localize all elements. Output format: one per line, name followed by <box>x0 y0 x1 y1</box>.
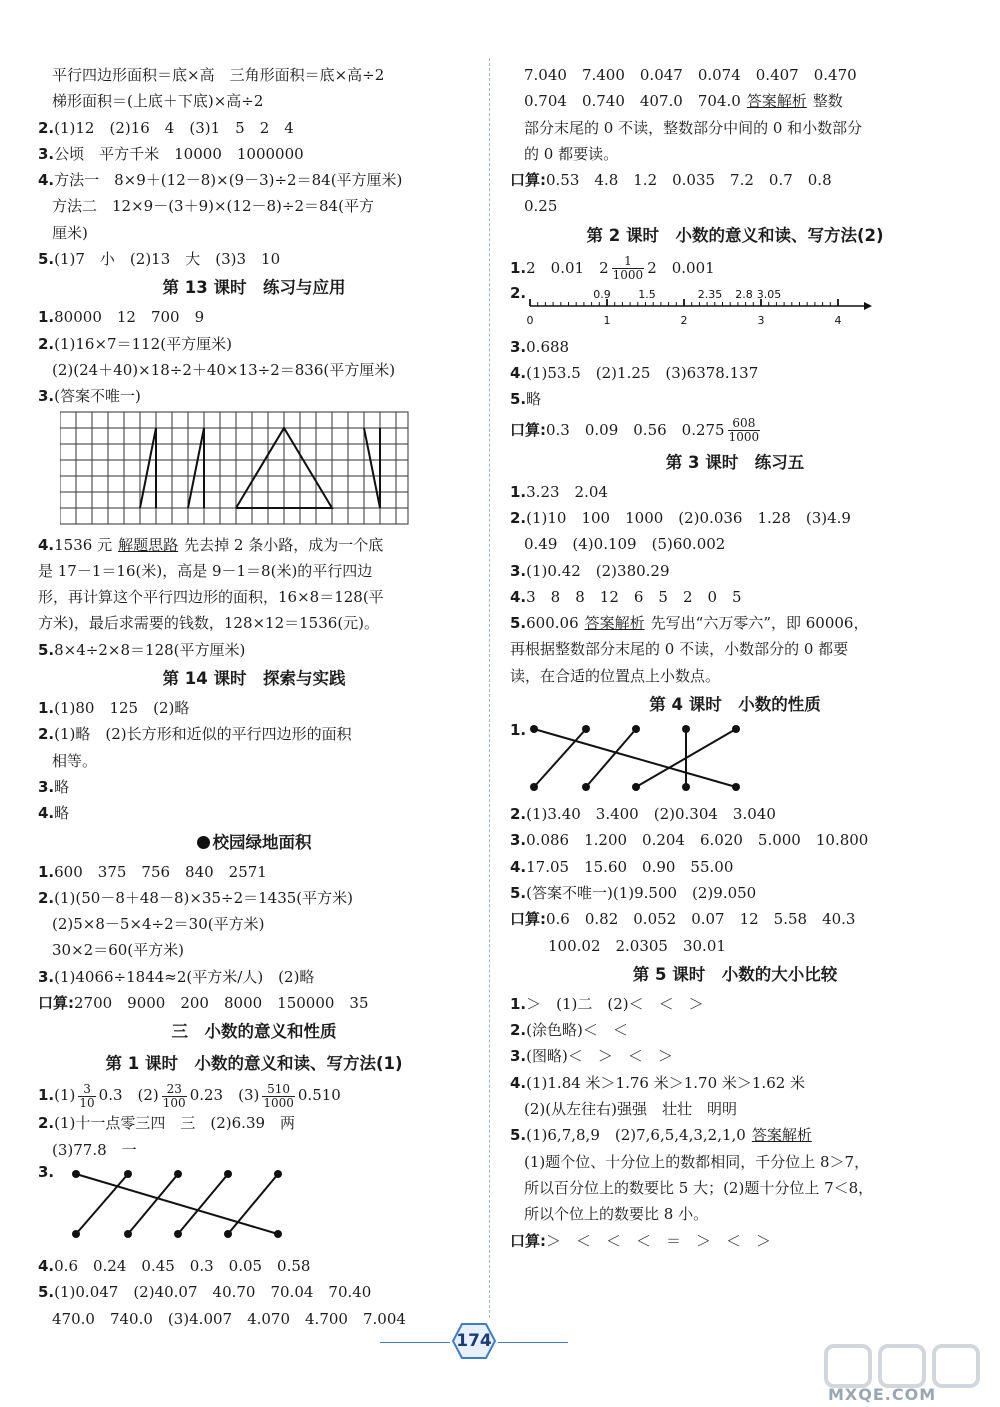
left-column <box>38 62 470 1332</box>
answer-item: 3.(答案不唯一) <box>38 387 141 406</box>
answer-item: 1.(1)80 125 (2)略 <box>38 699 190 718</box>
answer-item: 3.(图略)＜ ＞ ＜ ＞ <box>510 1047 673 1066</box>
section-title: 第 1 课时 小数的意义和读、写方法(1) <box>105 1054 403 1074</box>
answer-continuation: 方法二 12×9－(3＋9)×(12－8)÷2＝84(平方 <box>52 197 374 216</box>
mental-math: 口算:0.53 4.8 1.2 0.035 7.2 0.7 0.8 <box>510 171 832 190</box>
section-title: 第 13 课时 练习与应用 <box>162 278 346 298</box>
answer-item: 5.(答案不唯一)(1)9.500 (2)9.050 <box>510 883 757 902</box>
mental-math: 口算:0.6 0.82 0.052 0.07 12 5.58 40.3 <box>510 910 856 929</box>
fraction: $\frac{3}{10}$ <box>79 1081 95 1110</box>
answer-continuation: 再根据整数部分末尾的 0 不读，小数部分的 0 都要 <box>510 640 849 659</box>
section-title: 第 2 课时 小数的意义和读、写方法(2) <box>586 225 884 245</box>
bullet-dot-icon <box>197 836 210 849</box>
nl-bottom-label: 1 <box>603 313 611 327</box>
answer-item: 4.17.05 15.60 0.90 55.00 <box>510 857 734 876</box>
answer-item: 2.(1)(50－8＋48－8)×35÷2＝1435(平方米) <box>38 888 353 907</box>
answer-item: 4.0.6 0.24 0.45 0.3 0.05 0.58 <box>38 1256 311 1275</box>
answer-item: 3.0.086 1.200 0.204 6.020 5.000 10.800 <box>510 831 869 850</box>
answer-item: 3.0.688 <box>510 337 570 356</box>
answer-continuation: 0.704 0.740 407.0 704.0 答案解析 整数 <box>524 92 843 111</box>
answer-item: 2.(1)十一点零三四 三 (2)6.39 两 <box>38 1114 296 1133</box>
answer-continuation: 读，在合适的位置点上小数点。 <box>510 666 721 685</box>
formula-line: 平行四边形面积＝底×高 三角形面积＝底×高÷2 <box>52 66 385 84</box>
answer-continuation: 0.49 (4)0.109 (5)60.002 <box>524 535 726 554</box>
fraction: $\frac{23}{100}$ <box>162 1081 186 1110</box>
watermark-url: MXQE.COM <box>828 1385 937 1404</box>
answer-continuation: (2)(从左往右)强强 壮壮 明明 <box>524 1100 737 1119</box>
nl-top-label: 1.5 <box>638 287 656 301</box>
nl-bottom-label: 0 <box>526 313 534 327</box>
answer-continuation: 所以百分位上的数要比 5 大；(2)题十分位上 7＜8， <box>524 1178 874 1197</box>
answer-item: 5.(1)7 小 (2)13 大 (3)3 10 <box>38 250 281 269</box>
matching-figure: 3. <box>38 1163 470 1253</box>
answer-continuation: 7.040 7.400 0.047 0.074 0.407 0.470 <box>524 66 857 84</box>
section-title: 第 4 课时 小数的性质 <box>649 695 821 715</box>
solution-tag: 解题思路 <box>118 535 179 554</box>
fraction: $\frac{1}{1000}$ <box>612 254 644 283</box>
answer-continuation: (2)5×8－5×4÷2＝30(平方米) <box>52 915 265 934</box>
answer-item: 5.8×4÷2×8＝128(平方厘米) <box>38 640 246 659</box>
answer-continuation: 100.02 2.0305 30.01 <box>548 936 726 955</box>
answer-item: 2.(涂色略)＜ ＜ <box>510 1021 628 1040</box>
section-title: 第 3 课时 练习五 <box>665 452 805 472</box>
answer-continuation: (3)77.8 一 <box>52 1140 137 1159</box>
number-line <box>524 284 884 334</box>
answer-item: 4.略 <box>38 804 70 823</box>
answer-continuation: 所以个位上的数要比 8 小。 <box>524 1205 709 1224</box>
fraction: $\frac{510}{1000}$ <box>263 1081 294 1110</box>
section-title: 校园绿地面积 <box>38 827 470 859</box>
answer-item: 4.(1)1.84 米＞1.76 米＞1.70 米＞1.62 米 <box>510 1073 806 1092</box>
answer-item: 4.(1)53.5 (2)1.25 (3)6378.137 <box>510 364 759 383</box>
answer-item: 2.(1)略 (2)长方形和近似的平行四边形的面积 <box>38 725 352 744</box>
answer-continuation: 0.25 <box>524 197 558 216</box>
nl-top-label: 2.8 <box>735 287 753 301</box>
answer-continuation: 30×2＝60(平方米) <box>52 941 184 960</box>
answer-item: 3.略 <box>38 777 70 796</box>
nl-bottom-label: 4 <box>834 313 842 327</box>
solution-tag: 答案解析 <box>746 92 807 111</box>
answer-continuation: (1)题个位、十分位上的数都相同，千分位上 8＞7， <box>524 1152 870 1171</box>
answer-continuation: 470.0 740.0 (3)4.007 4.070 4.700 7.004 <box>52 1309 406 1328</box>
mental-math: 口算:＞ ＜ ＜ ＜ ＝ ＞ ＜ ＞ <box>510 1231 772 1250</box>
answer-item: 2.(1)16×7＝112(平方厘米) <box>38 334 232 353</box>
answer-continuation: 方米)，最后求需要的钱数，128×12＝1536(元)。 <box>38 614 380 633</box>
answer-item: 1.600 375 756 840 2571 <box>38 862 267 881</box>
fraction: $\frac{608}{1000}$ <box>728 416 760 445</box>
solution-tag: 答案解析 <box>751 1126 812 1145</box>
answer-continuation: 形，再计算这个平行四边形的面积，16×8＝128(平 <box>38 588 384 607</box>
page-number: 174 <box>456 1331 492 1351</box>
nl-bottom-label: 2 <box>680 313 688 327</box>
answer-item: 4.3 8 8 12 6 5 2 0 5 <box>510 587 742 606</box>
solution-tag: 答案解析 <box>584 614 645 633</box>
answer-item: 1.(1) $\frac{3}{10}$ 0.3 (2) $\frac{23}{100}$ 0.23 (3) $\frac{510}{1000}$ 0.510 <box>38 1081 341 1110</box>
answer-item: 1.3.23 2.04 <box>510 482 608 501</box>
answer-continuation: 部分末尾的 0 不读，整数部分中间的 0 和小数部分 <box>524 118 863 137</box>
answer-item: 1.＞ (1)二 (2)＜ ＜ ＞ <box>510 994 704 1013</box>
right-column <box>510 62 960 1254</box>
matching-figure: 1. <box>510 721 960 801</box>
grid-figure <box>60 410 420 528</box>
matching-lines <box>526 723 766 799</box>
answer-item: 1.80000 12 700 9 <box>38 308 205 327</box>
footer-rule-right <box>498 1342 568 1343</box>
answer-continuation: 厘米) <box>52 223 88 242</box>
answer-item: 4.1536 元 解题思路 先去掉 2 条小路，成为一个底 <box>38 535 384 554</box>
nl-top-label: 3.05 <box>756 287 782 301</box>
nl-top-label: 2.35 <box>697 287 723 301</box>
section-title: 第 5 课时 小数的大小比较 <box>632 964 838 984</box>
answer-continuation: (2)(24＋40)×18÷2＋40×13÷2＝836(平方厘米) <box>52 360 396 379</box>
answer-item: 3.公顷 平方千米 10000 1000000 <box>38 144 304 163</box>
answer-continuation: 相等。 <box>52 751 98 770</box>
answer-continuation: 的 0 都要读。 <box>524 144 619 163</box>
answer-item: 5.600.06 答案解析 先写出“六万零六”，即 60006， <box>510 614 869 633</box>
answer-item: 2.(1)12 (2)16 4 (3)1 5 2 4 <box>38 118 294 137</box>
answer-item: 2.(1)3.40 3.400 (2)0.304 3.040 <box>510 805 776 824</box>
answer-item: 5.略 <box>510 390 542 409</box>
answer-item: 5.(1)6,7,8,9 (2)7,6,5,4,3,2,1,0 答案解析 <box>510 1126 812 1145</box>
footer-rule-left <box>380 1342 450 1343</box>
formula-line: 梯形面积＝(上底＋下底)×高÷2 <box>52 92 264 111</box>
answer-item: 3.(1)4066÷1844≈2(平方米/人) (2)略 <box>38 967 315 986</box>
mental-math: 口算:0.3 0.09 0.56 0.275 $\frac{608}{1000}$ <box>510 416 760 445</box>
answer-item: 3.(1)0.42 (2)380.29 <box>510 561 670 580</box>
mental-math: 口算:2700 9000 200 8000 150000 35 <box>38 994 369 1013</box>
matching-lines <box>58 1169 318 1249</box>
unit-title: 三 小数的意义和性质 <box>171 1022 337 1042</box>
column-divider <box>489 58 490 1318</box>
nl-top-label: 0.9 <box>593 287 611 301</box>
answer-item: 5.(1)0.047 (2)40.07 40.70 70.04 70.40 <box>38 1283 372 1302</box>
nl-bottom-label: 3 <box>757 313 765 327</box>
answer-item: 1.2 0.01 2 $\frac{1}{1000}$ 2 0.001 <box>510 254 715 283</box>
section-title: 第 14 课时 探索与实践 <box>162 669 346 689</box>
grid-drawing <box>38 410 470 532</box>
answer-item: 2.(1)10 100 1000 (2)0.036 1.28 (3)4.9 <box>510 508 851 527</box>
answer-item: 4.方法一 8×9＋(12－8)×(9－3)÷2＝84(平方厘米) <box>38 171 403 190</box>
answer-continuation: 是 17－1＝16(米)，高是 9－1＝8(米)的平行四边 <box>38 561 373 580</box>
number-line-block: 2. 0.9 1.5 2.35 2.8 3.05 0 1 2 3 4 <box>510 284 960 334</box>
